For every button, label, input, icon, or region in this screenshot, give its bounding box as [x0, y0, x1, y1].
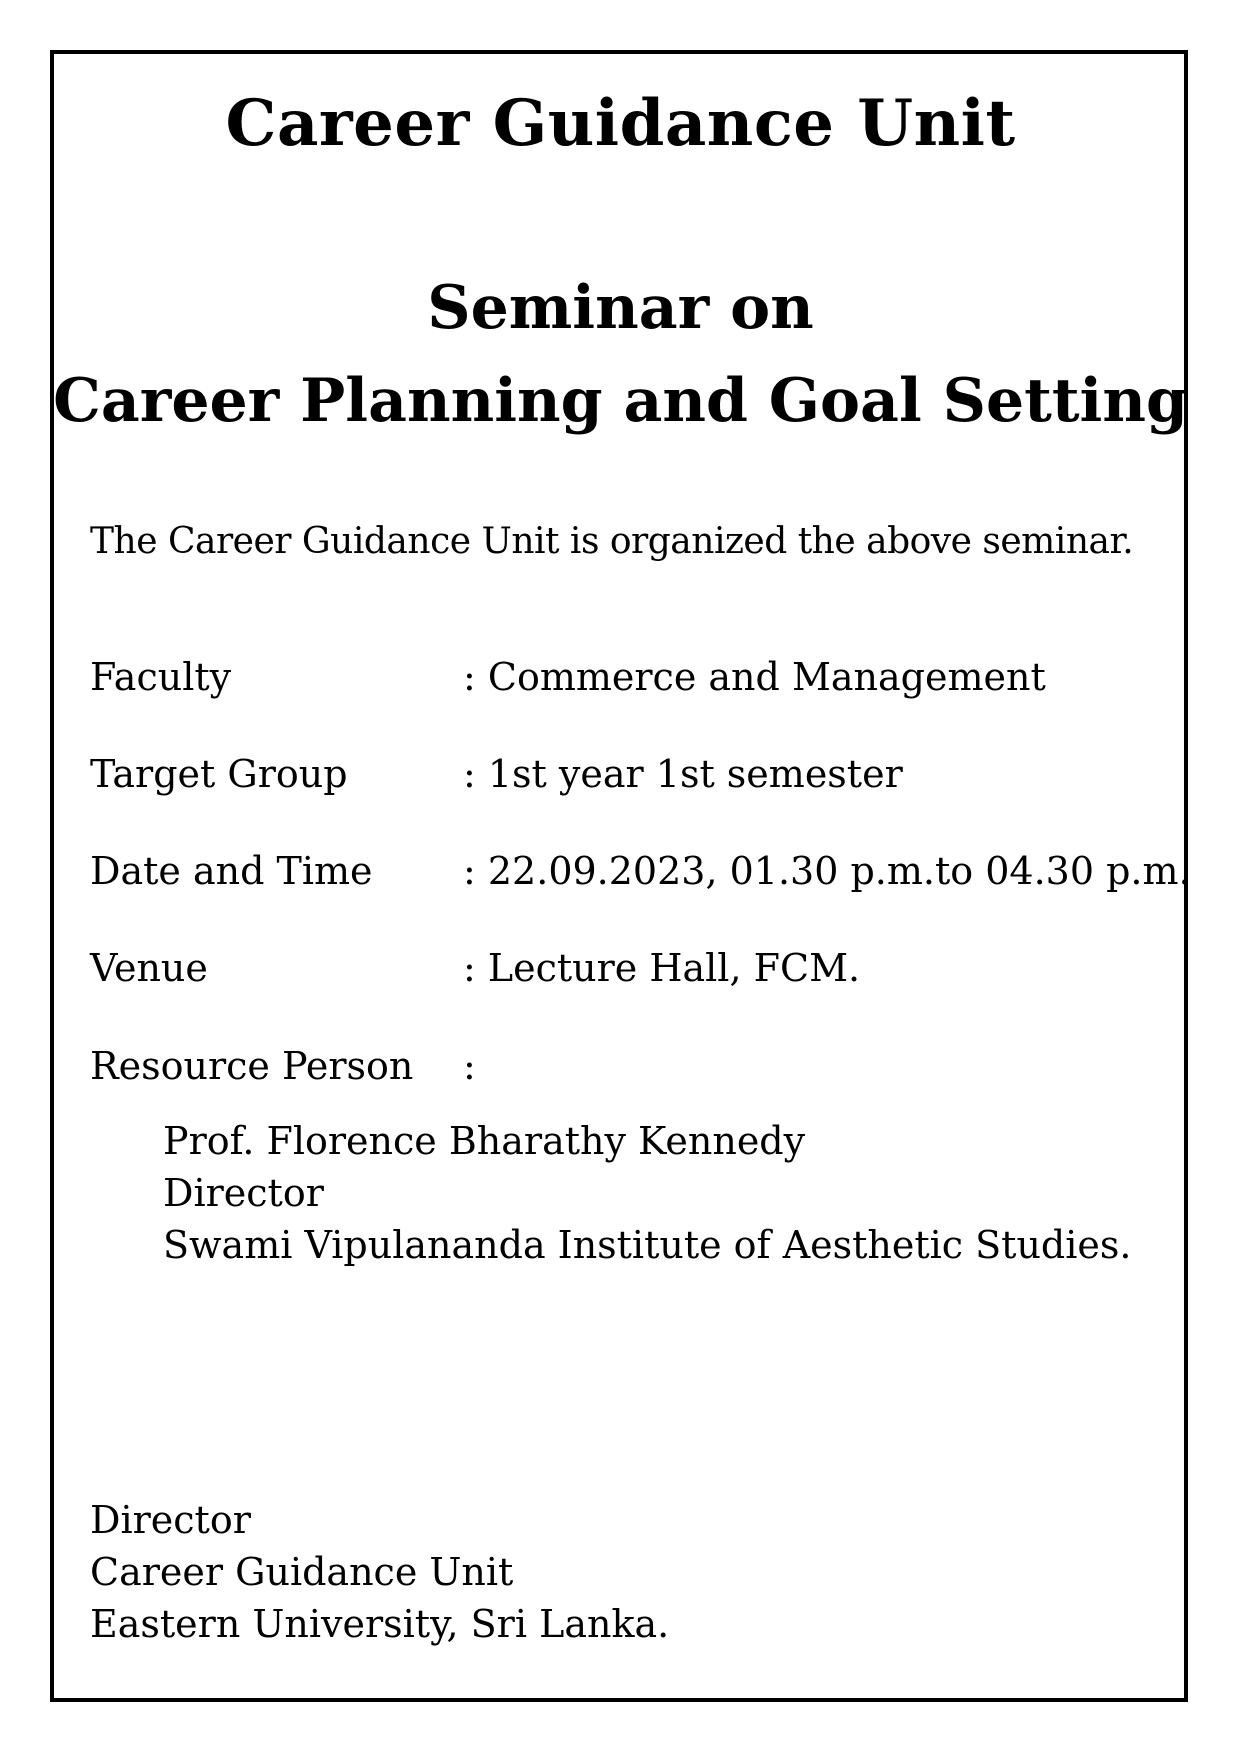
signature-university: Eastern University, Sri Lanka. — [90, 1602, 670, 1646]
signature-unit: Career Guidance Unit — [90, 1550, 514, 1594]
signature-block — [90, 1494, 669, 1650]
detail-label: Venue — [90, 946, 208, 990]
resource-person-title: Director — [163, 1171, 324, 1215]
resource-person-institution: Swami Vipulananda Institute of Aesthetic Studies. — [163, 1223, 1132, 1267]
detail-value: : 1st year 1st semester — [463, 752, 903, 796]
signature-title: Director — [90, 1498, 251, 1542]
seminar-title-line-1: Seminar on — [427, 273, 814, 343]
unit-title: Career Guidance Unit — [225, 86, 1016, 161]
detail-value: : Commerce and Management — [463, 655, 1046, 699]
seminar-title-line-2: Career Planning and Goal Setting — [53, 366, 1188, 436]
detail-value: : Lecture Hall, FCM. — [463, 946, 861, 990]
intro-text: The Career Guidance Unit is organized the above seminar. — [90, 521, 1134, 562]
detail-label: Resource Person — [90, 1044, 414, 1088]
detail-label: Faculty — [90, 655, 232, 699]
detail-label: Target Group — [90, 752, 348, 796]
resource-person-name: Prof. Florence Bharathy Kennedy — [163, 1119, 806, 1163]
detail-value: : — [463, 1044, 476, 1088]
detail-label: Date and Time — [90, 849, 373, 893]
resource-person-block — [163, 1115, 1131, 1271]
detail-value: : 22.09.2023, 01.30 p.m.to 04.30 p.m. — [463, 849, 1191, 893]
seminar-title — [0, 262, 1241, 448]
